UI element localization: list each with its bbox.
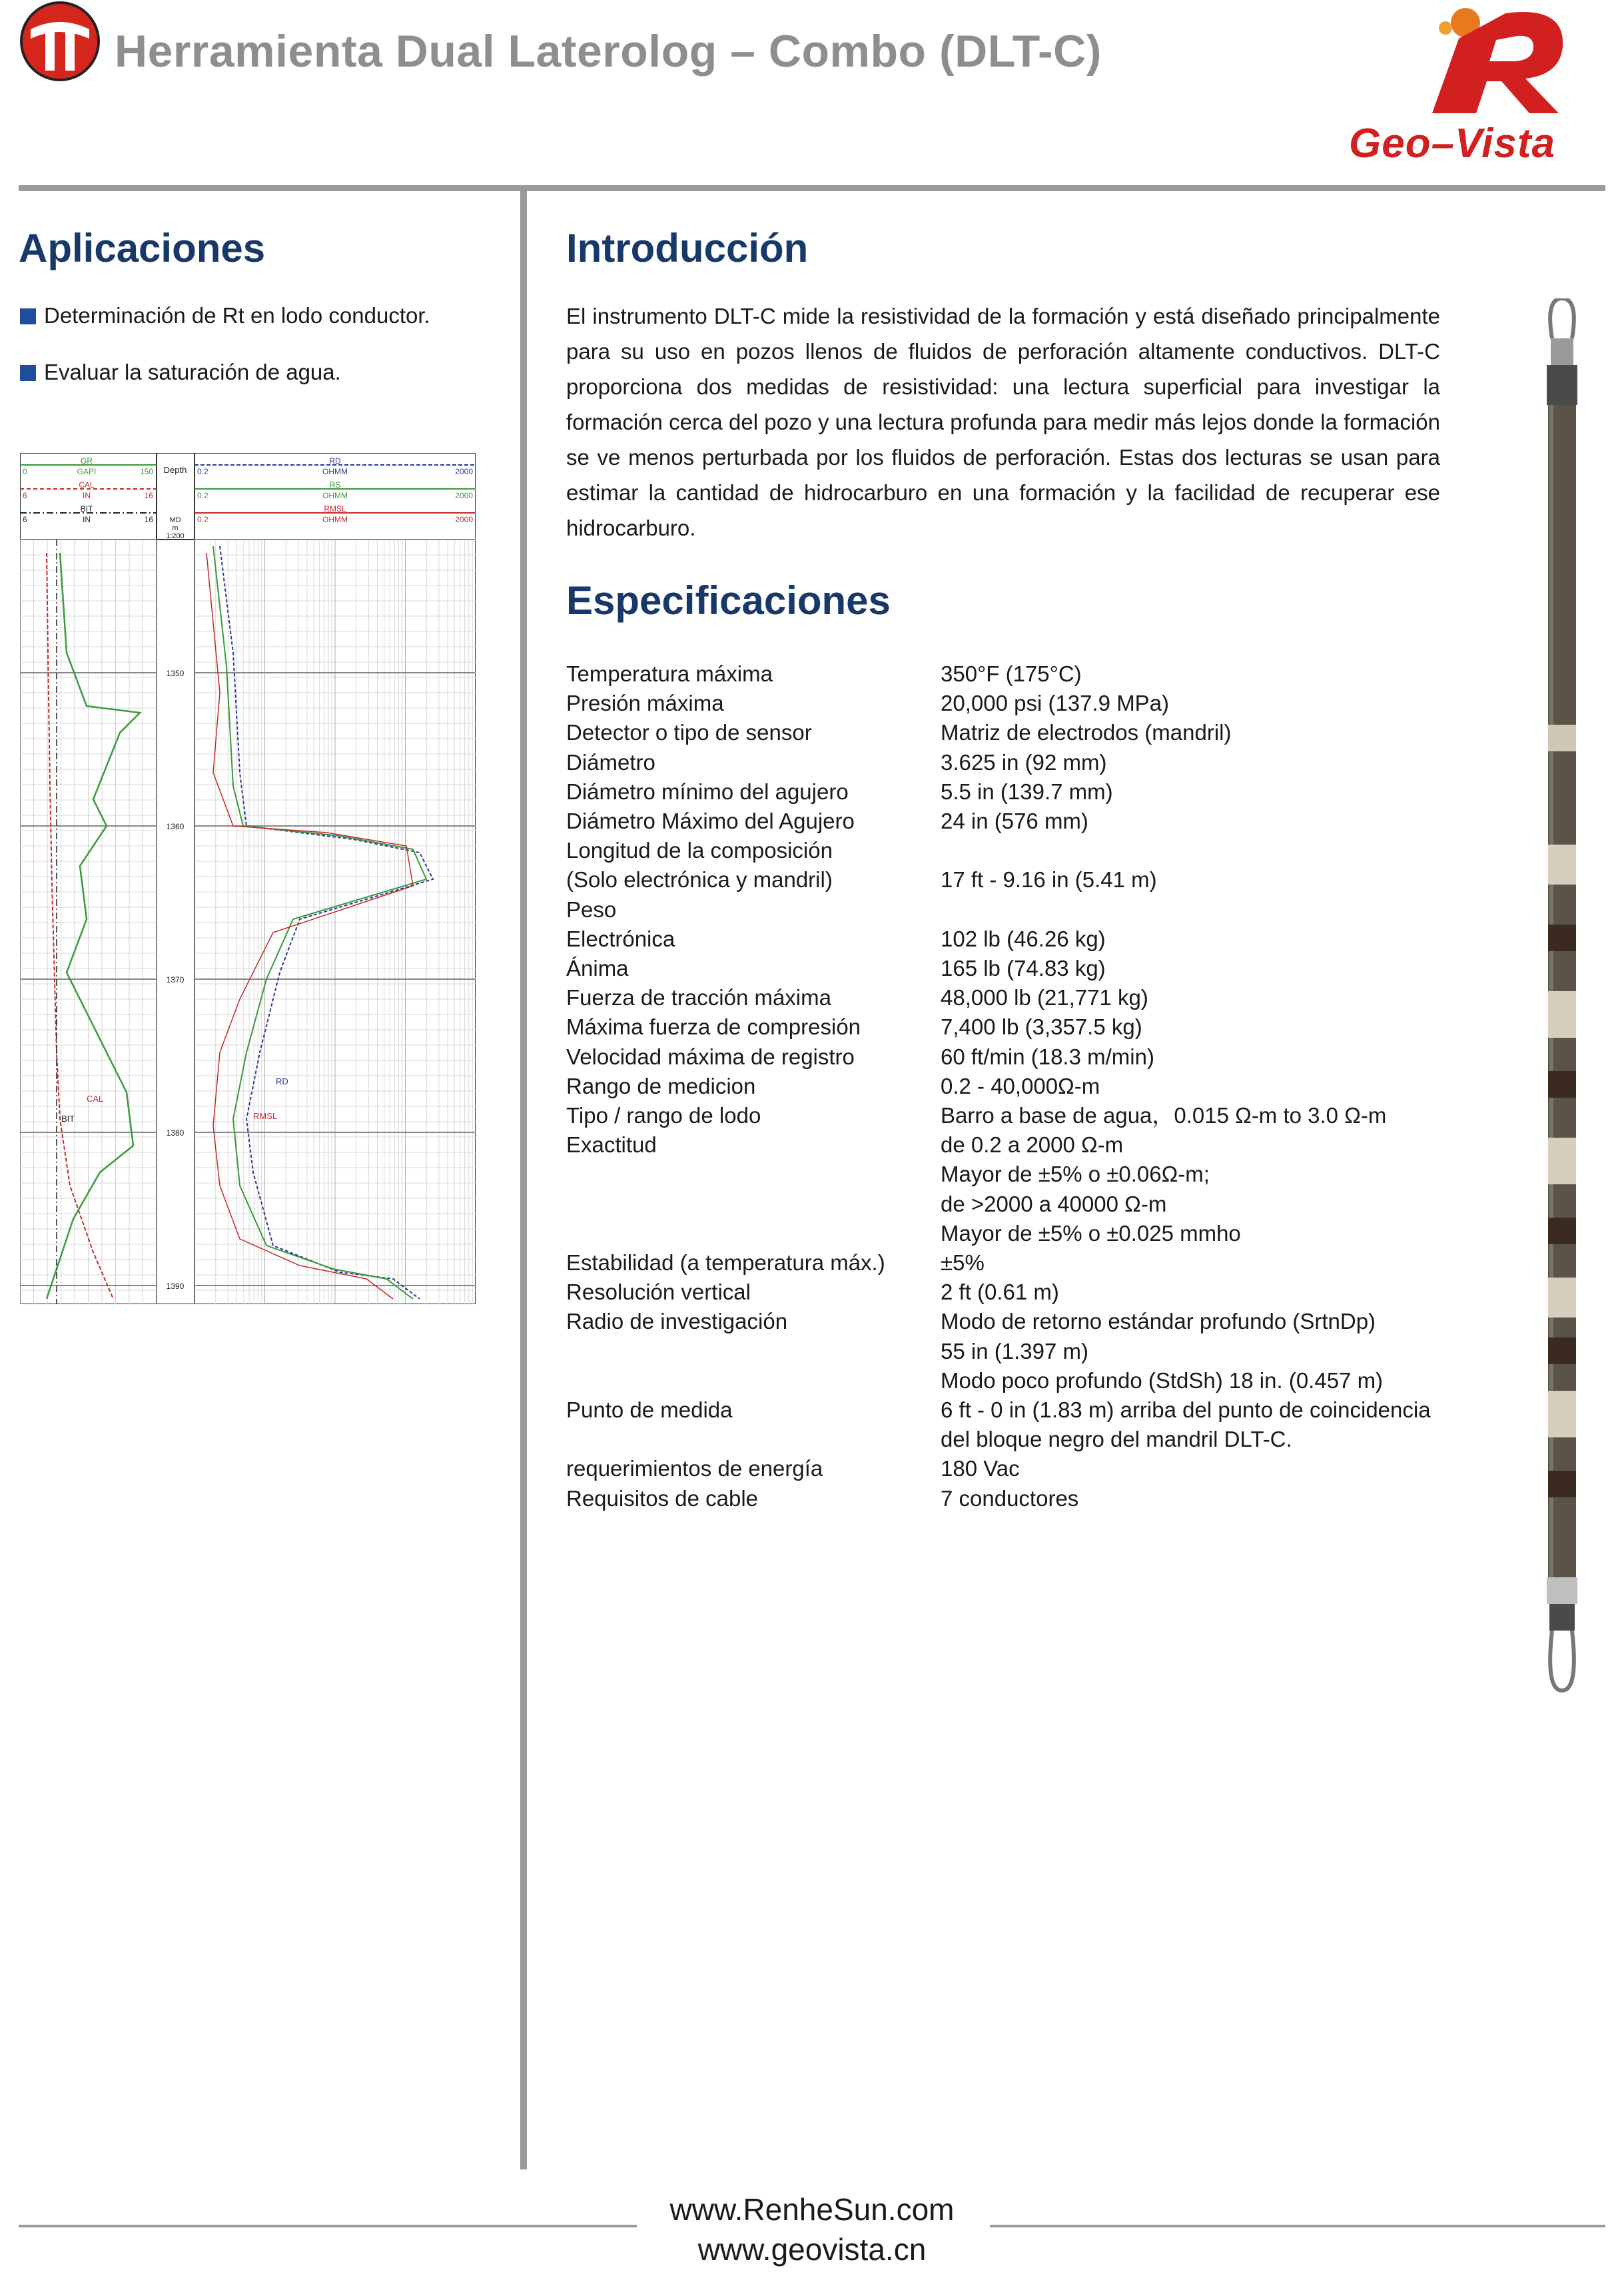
spec-label: Electrónica [566,926,675,951]
introduction-text: El instrumento DLT-C mide la resistividad de la formación y está diseñado principalmente para su uso en pozos llenos de fluidos de perforación altamente conductivos. DLT-C proporciona dos medidas de resistividad: una lectura superficial para investigar la formación cerca del pozo y una lectura profunda para medir más lejos donde la formación se ve menos perturbada por los fluidos de perforación. Estas dos lecturas se usan para estimar la cantidad de hidrocarburo en una formación y la facilidad de recuperar ese hidrocarburo. [566,304,1440,540]
log-rd-max: 2000 [455,467,473,476]
application-item: Determinación de Rt en lodo conductor. [20,303,430,328]
spec-value: 55 in (1.397 m) [941,1338,1088,1363]
log-rd-unit: OHMM [322,467,348,476]
spec-label [566,1160,941,1189]
spec-value: de 0.2 a 2000 Ω-m [941,1132,1124,1158]
spec-value: 17 ft - 9.16 in (5.41 m) [941,867,1157,893]
spec-value: Matriz de electrodos (mandril) [941,720,1232,745]
log-cal-unit: IN [83,491,91,500]
spec-value: 24 in (576 mm) [941,809,1088,834]
spec-row [566,895,1431,925]
well-log-chart [20,453,476,1304]
header-divider [19,185,1605,191]
log-depth-unit: MD [169,516,181,524]
renhesun-logo [19,0,101,83]
spec-label: Ánima [566,956,629,981]
spec-value: Mayor de ±5% o ±0.06Ω-m; [941,1162,1210,1187]
spec-row [566,1042,1431,1072]
spec-label [566,1366,941,1395]
spec-value: 7,400 lb (3,357.5 kg) [941,1014,1142,1040]
spec-label: Diámetro mínimo del agujero [566,779,849,804]
depth-tick-label: 1350 [166,669,185,678]
spec-row [566,718,1431,747]
spec-value: 3.625 in (92 mm) [941,749,1107,775]
spec-row [566,1072,1431,1101]
log-rd-min: 0.2 [197,467,208,476]
spec-value: 7 conductores [941,1485,1079,1511]
spec-row [566,1425,1431,1454]
bullet-square-icon [20,365,36,381]
spec-label: Fuerza de tracción máxima [566,985,831,1010]
spec-row [566,925,1431,954]
column-divider [520,191,527,2169]
spec-row [566,1190,1431,1219]
document-title: Herramienta Dual Laterolog – Combo (DLT-C) [115,26,1102,77]
bullet-square-icon [20,308,36,324]
spec-label: (Solo electrónica y mandril) [566,867,833,893]
spec-value: Modo poco profundo (StdSh) 18 in. (0.457 m) [941,1367,1384,1393]
spec-value: 2 ft (0.61 m) [941,1280,1059,1305]
spec-row [566,1219,1431,1248]
log-gr-name: GR [81,456,93,466]
log-rmsl-name: RMSL [324,504,346,514]
introduction-heading: Introducción [566,226,809,270]
brand-name: Geo–Vista [1349,121,1555,167]
spec-label: Exactitud [566,1132,657,1158]
log-bit-min: 6 [23,515,27,524]
spec-label: requerimientos de energía [566,1456,823,1481]
spec-row [566,1366,1431,1395]
log-gr-min: 0 [23,467,27,476]
footer-url-renhesun[interactable]: www.RenheSun.com [669,2192,955,2227]
spec-label: Diámetro [566,749,655,775]
spec-value: Modo de retorno estándar profundo (SrtnDp) [941,1309,1376,1334]
log-rmsl-unit: OHMM [322,515,348,524]
footer-rule-right [990,2225,1605,2227]
spec-value: 60 ft/min (18.3 m/min) [941,1044,1154,1069]
application-item: Evaluar la saturación de agua. [20,360,341,385]
spec-value: 102 lb (46.26 kg) [941,926,1106,951]
spec-value: ±5% [941,1250,985,1276]
spec-row [566,1484,1431,1513]
spec-label: Detector o tipo de sensor [566,720,812,745]
log-rs-unit: OHMM [322,491,348,500]
spec-value: 48,000 lb (21,771 kg) [941,985,1148,1010]
spec-label: Resolución vertical [566,1280,751,1305]
spec-row [566,1160,1431,1189]
log-bit-name: BIT [80,504,93,514]
spec-label [566,1337,941,1366]
spec-value: del bloque negro del mandril DLT-C. [941,1427,1292,1452]
spec-row [566,1454,1431,1483]
spec-label: Peso [566,897,617,922]
spec-row [566,748,1431,777]
spec-value: 20,000 psi (137.9 MPa) [941,691,1170,716]
spec-row [566,659,1431,689]
spec-value: 0.2 - 40,000Ω-m [941,1073,1100,1098]
spec-row [566,807,1431,836]
log-bit-max: 16 [144,515,153,524]
spec-value: 350°F (175°C) [941,661,1082,686]
log-cal-min: 6 [23,491,27,500]
spec-row [566,1101,1431,1130]
spec-label: Velocidad máxima de registro [566,1044,855,1069]
spec-label [566,1190,941,1219]
spec-label: Rango de medicion [566,1073,756,1098]
specifications-heading: Especificaciones [566,578,891,623]
spec-row [566,954,1431,983]
log-cal-max: 16 [144,491,153,500]
log-depth-unit: m [172,524,179,532]
spec-row [566,1248,1431,1278]
spec-row [566,1130,1431,1160]
spec-label: Diámetro Máximo del Agujero [566,809,855,834]
footer-url-geovista[interactable]: www.geovista.cn [697,2232,927,2267]
spec-value: de >2000 a 40000 Ω-m [941,1191,1167,1216]
spec-label [566,1219,941,1248]
log-rs-name: RS [329,480,341,490]
log-bit-unit: IN [83,515,91,524]
spec-label: Requisitos de cable [566,1485,759,1511]
log-curve-label: CAL [87,1094,104,1104]
spec-row [566,1395,1431,1425]
specifications-table [566,659,1431,1513]
spec-label: Tipo / rango de lodo [566,1103,761,1128]
depth-tick-label: 1380 [166,1128,185,1138]
log-curve-label: RMSL [253,1111,278,1121]
footer-rule-left [19,2225,637,2227]
depth-tick-label: 1370 [166,975,185,984]
spec-label: Temperatura máxima [566,661,773,686]
log-rs-max: 2000 [455,491,473,500]
log-gr-max: 150 [139,467,153,476]
log-gr-unit: GAPI [77,467,97,476]
log-rs-min: 0.2 [197,491,208,500]
log-cal-name: CAL [79,480,95,490]
spec-label: Radio de investigación [566,1309,788,1334]
spec-value: 180 Vac [941,1456,1020,1481]
spec-row [566,777,1431,807]
dlt-c-tool-image [1525,298,1599,1697]
spec-label: Máxima fuerza de compresión [566,1014,861,1040]
spec-row [566,836,1431,865]
log-depth-unit: 1:200 [166,532,185,540]
log-depth-header: Depth [163,465,187,475]
spec-row [566,689,1431,718]
spec-row [566,1337,1431,1366]
log-curve-label: RD [276,1076,288,1086]
spec-value: 5.5 in (139.7 mm) [941,779,1113,804]
spec-label: Longitud de la composición [566,838,833,863]
spec-row [566,983,1431,1012]
log-rd-name: RD [329,456,341,466]
spec-label: Estabilidad (a temperatura máx.) [566,1250,885,1276]
spec-row [566,865,1431,895]
log-curve-label: BIT [61,1114,75,1124]
log-rmsl-min: 0.2 [197,515,208,524]
spec-label: Presión máxima [566,691,724,716]
depth-tick-label: 1360 [166,822,185,831]
spec-label: Punto de medida [566,1397,733,1423]
spec-label [566,1425,941,1454]
spec-value: Mayor de ±5% o ±0.025 mmho [941,1220,1241,1246]
log-rmsl-max: 2000 [455,515,473,524]
spec-value: 6 ft - 0 in (1.83 m) arriba del punto de coincidencia [941,1397,1431,1423]
spec-value: 165 lb (74.83 kg) [941,956,1106,981]
spec-row [566,1307,1431,1336]
depth-tick-label: 1390 [166,1282,185,1291]
spec-value: Barro a base de agua，0.015 Ω-m to 3.0 Ω-m [941,1103,1387,1128]
spec-row [566,1278,1431,1307]
applications-heading: Aplicaciones [19,226,266,270]
spec-row [566,1012,1431,1042]
